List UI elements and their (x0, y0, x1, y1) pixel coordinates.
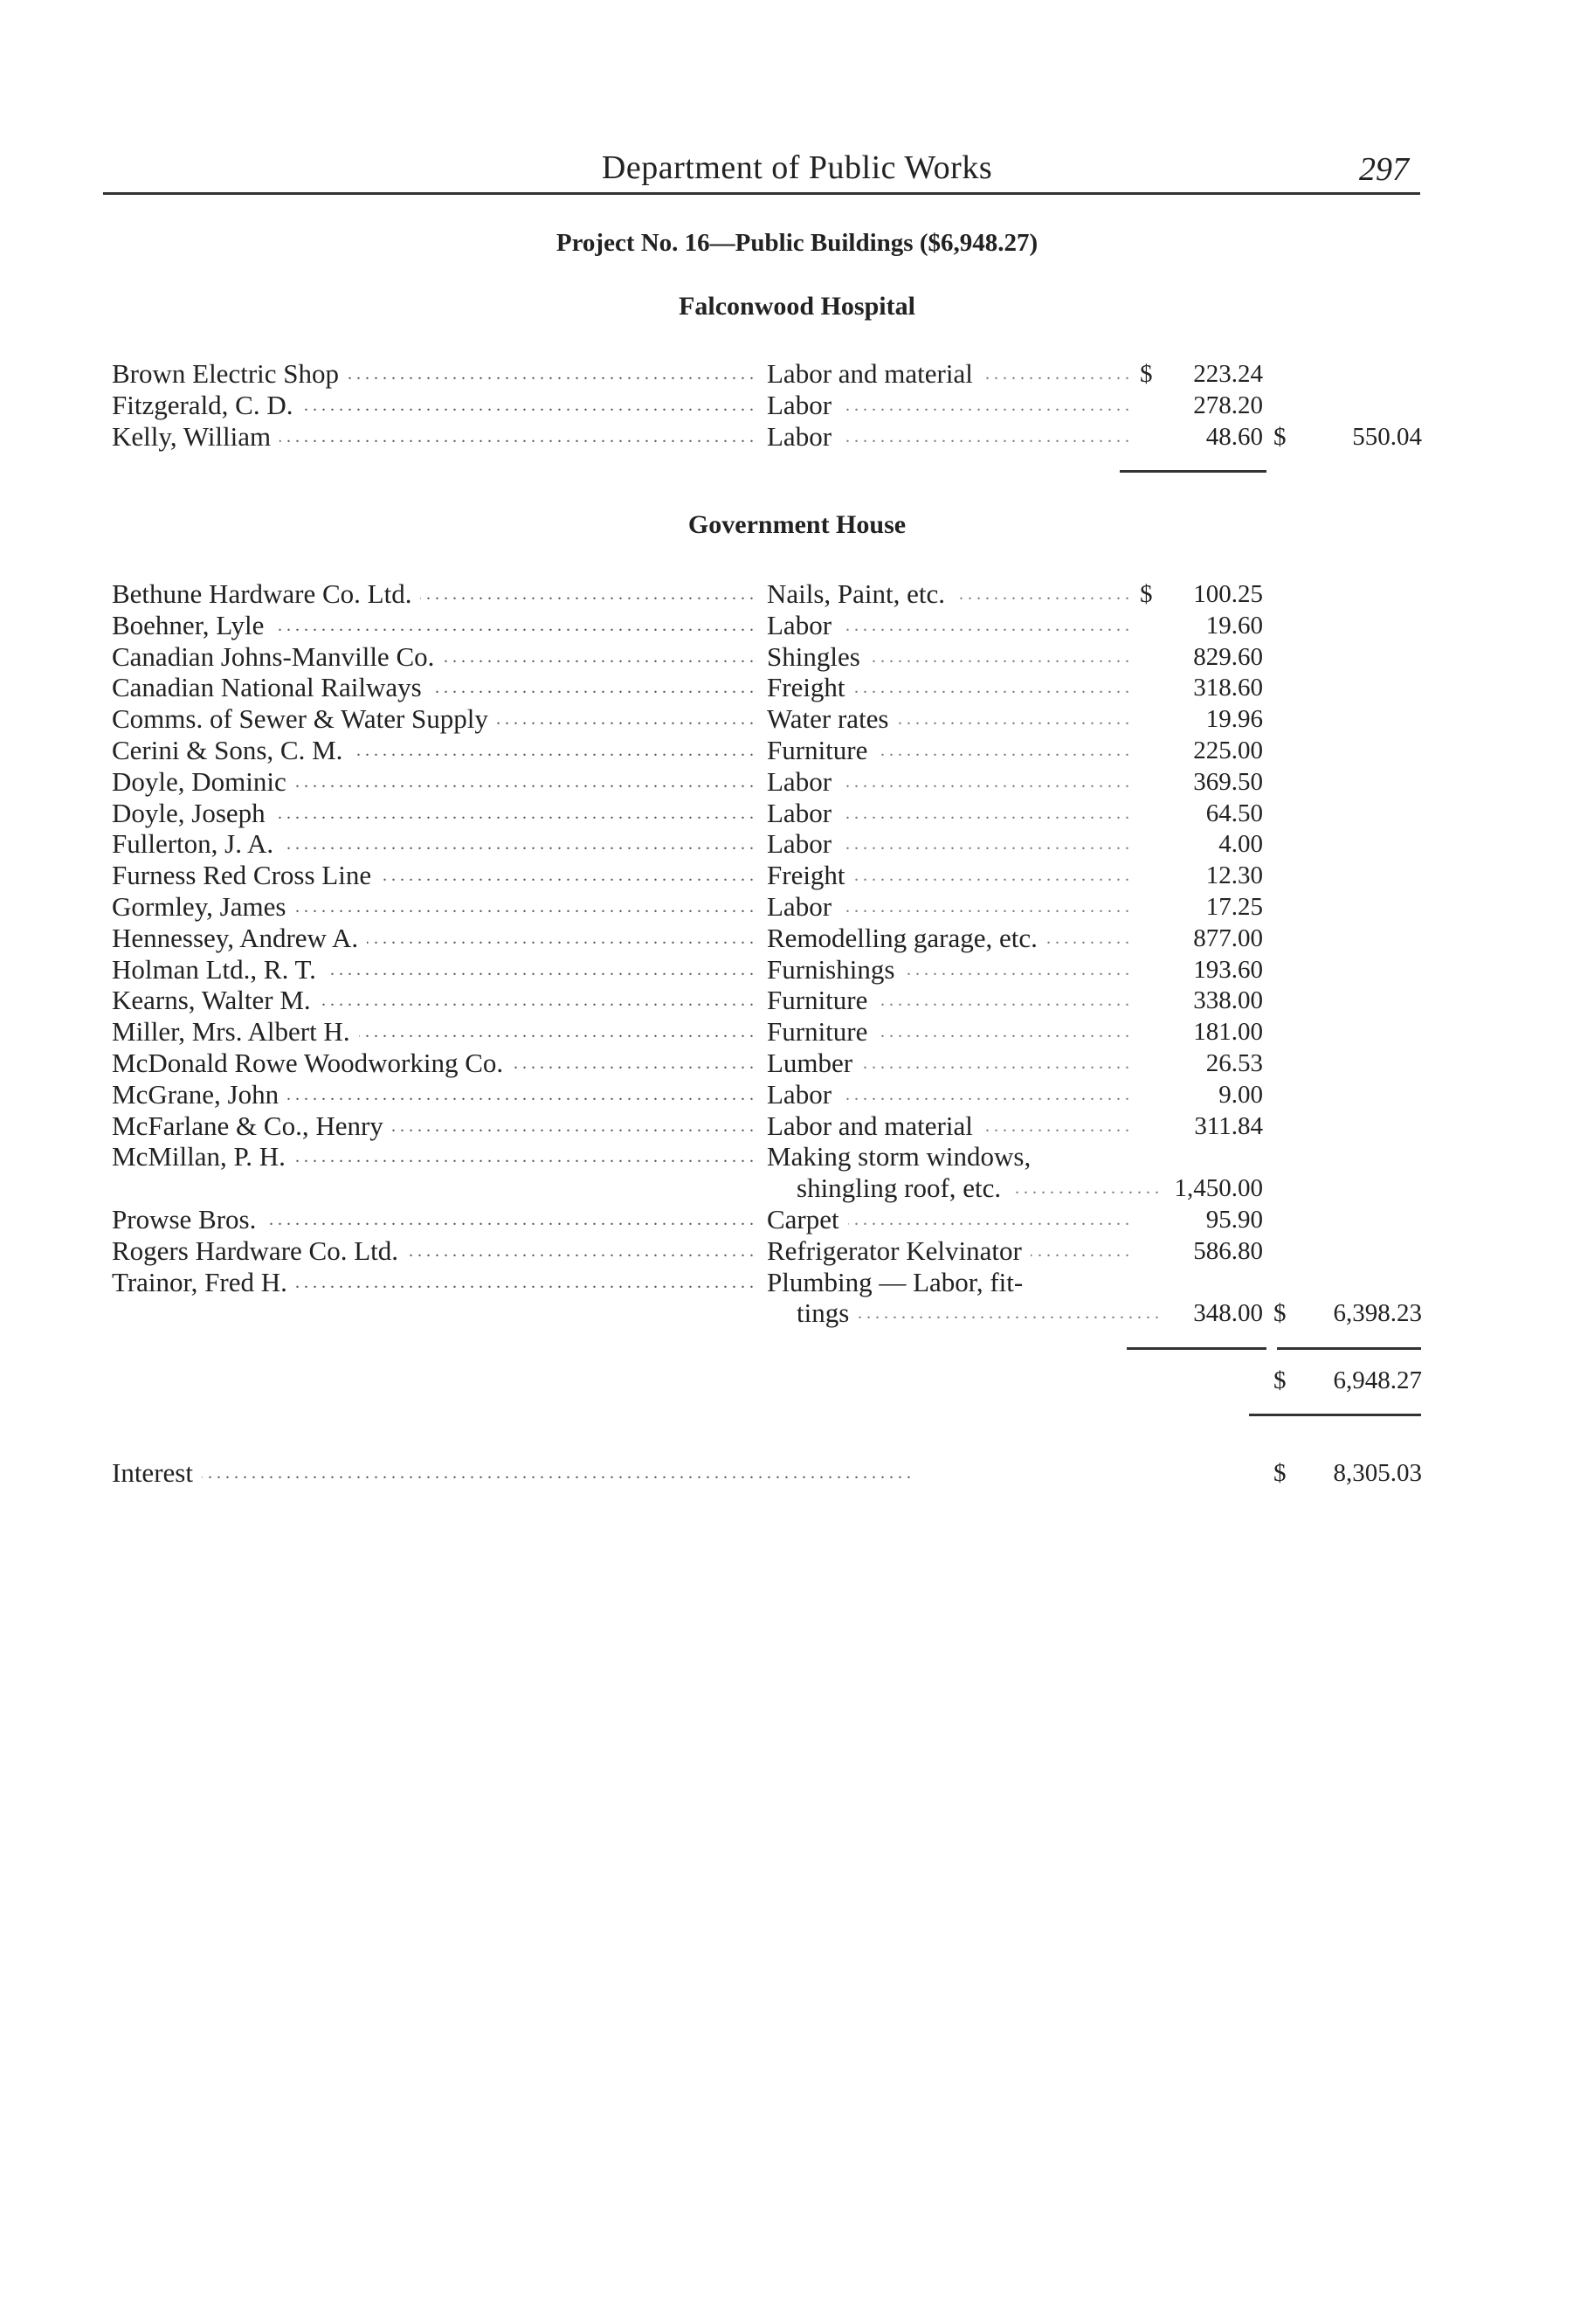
subtotal: 6,398.23 (1333, 1299, 1422, 1328)
table-row (0, 703, 1594, 735)
amount: 278.20 (1193, 391, 1263, 419)
amount: 311.84 (1194, 1111, 1263, 1140)
payee-name: Kelly, William (112, 421, 279, 452)
expense-item: Making storm windows, (767, 1141, 1039, 1172)
amount: 193.60 (1193, 955, 1263, 984)
table-row (0, 610, 1594, 641)
table-row (0, 828, 1594, 860)
payee-name: McMillan, P. H. (112, 1141, 294, 1172)
payee-name: Canadian Johns-Manville Co. (112, 641, 443, 672)
amount: 225.00 (1193, 737, 1263, 764)
project-title: Project No. 16—Public Buildings ($6,948.27) (555, 229, 1039, 257)
grand-total-rule (1249, 1414, 1421, 1416)
table-row (0, 1267, 1594, 1298)
payee-name: Doyle, Joseph (112, 798, 274, 828)
expense-item: Labor (767, 766, 840, 797)
table-row (0, 766, 1594, 798)
falconwood-title: Falconwood Hospital (679, 292, 915, 321)
payee-name: Rogers Hardware Co. Ltd. (112, 1235, 407, 1266)
grand-total-value: 6,948.27 (1333, 1366, 1422, 1394)
amount: 586.80 (1193, 1236, 1263, 1265)
amount: 95.90 (1205, 1206, 1263, 1234)
dollar-sign: $ (1140, 360, 1153, 388)
table-row (0, 891, 1594, 923)
expense-item: Carpet (767, 1204, 848, 1235)
page-number: 297 (1359, 151, 1409, 188)
amount: 4.00 (1218, 830, 1263, 859)
expense-item: Plumbing — Labor, fit- (767, 1267, 1032, 1297)
expense-item: Labor (767, 421, 840, 452)
table-row (0, 1297, 1594, 1329)
table-row (0, 641, 1594, 673)
expense-item: Labor (767, 390, 840, 420)
table-row (0, 1079, 1594, 1110)
amount: 829.60 (1193, 642, 1263, 671)
falconwood-subtotal-rule (1120, 470, 1266, 473)
interest-value: 8,305.03 (1333, 1459, 1422, 1487)
amount: 877.00 (1193, 923, 1263, 952)
grand-total-row (0, 1365, 1594, 1396)
subtotal-dollar-sign: $ (1273, 423, 1287, 451)
expense-item: Furniture (767, 1016, 876, 1047)
payee-name: Kearns, Walter M. (112, 985, 320, 1015)
table-row (0, 390, 1594, 421)
grand-total-dollar: $ (1273, 1366, 1287, 1394)
amount: 19.96 (1205, 705, 1263, 734)
page-title: Department of Public Works (601, 149, 993, 186)
table-row (0, 358, 1594, 390)
payee-name: Trainor, Fred H. (112, 1267, 296, 1297)
payee-name: McFarlane & Co., Henry (112, 1110, 392, 1141)
payee-name: Fitzgerald, C. D. (112, 390, 302, 420)
expense-item: Labor (767, 610, 840, 640)
expense-item: Nails, Paint, etc. (767, 578, 954, 609)
expense-item: Labor (767, 1079, 840, 1110)
payee-name: Miller, Mrs. Albert H. (112, 1016, 359, 1047)
amount: 318.60 (1193, 674, 1263, 702)
expense-item: Freight (767, 860, 854, 890)
payee-name: Furness Red Cross Line (112, 860, 380, 890)
amount: 100.25 (1193, 580, 1263, 608)
table-row (0, 798, 1594, 829)
subtotal-dollar-sign: $ (1273, 1299, 1287, 1328)
table-row (0, 1016, 1594, 1048)
expense-item: Water rates (767, 703, 898, 734)
government-house-title: Government House (687, 510, 907, 539)
expense-item: Labor and material (767, 1110, 982, 1141)
expense-item: Labor (767, 891, 840, 922)
amount: 9.00 (1218, 1080, 1263, 1109)
amount: 26.53 (1205, 1049, 1263, 1077)
payee-name: McDonald Rowe Woodworking Co. (112, 1048, 512, 1078)
payee-name: Cerini & Sons, C. M. (112, 735, 351, 765)
payee-name: Fullerton, J. A. (112, 828, 282, 859)
amount: 48.60 (1205, 423, 1263, 451)
table-row (0, 421, 1594, 453)
interest-label: Interest (112, 1457, 202, 1488)
table-row (0, 1048, 1594, 1079)
expense-item: Refrigerator Kelvinator (767, 1235, 1031, 1266)
amount: 19.60 (1205, 611, 1263, 640)
payee-name: Brown Electric Shop (112, 358, 348, 389)
table-row (0, 985, 1594, 1016)
expense-item: Furnishings (767, 954, 903, 985)
subtotal: 550.04 (1352, 423, 1422, 451)
expense-item: Furniture (767, 735, 876, 765)
payee-name: Gormley, James (112, 891, 294, 922)
table-row (0, 923, 1594, 954)
expense-item: shingling roof, etc. (797, 1172, 1010, 1203)
header-rule (103, 192, 1420, 195)
expense-item: Labor (767, 828, 840, 859)
amount: 64.50 (1205, 799, 1263, 827)
payee-name: Comms. of Sewer & Water Supply (112, 703, 497, 734)
table-row (0, 954, 1594, 986)
payee-name: Bethune Hardware Co. Ltd. (112, 578, 420, 609)
table-row (0, 860, 1594, 891)
table-row (0, 1141, 1594, 1172)
amount: 348.00 (1193, 1299, 1263, 1328)
table-row (0, 1235, 1594, 1267)
table-row (0, 735, 1594, 766)
expense-item: Labor and material (767, 358, 982, 389)
expense-item: tings (797, 1297, 858, 1328)
table-row (0, 1172, 1594, 1204)
payee-name: Holman Ltd., R. T. (112, 954, 325, 985)
payee-name: Doyle, Dominic (112, 766, 295, 797)
expense-item: Freight (767, 672, 854, 702)
table-row (0, 1110, 1594, 1142)
expense-item: Remodelling garage, etc. (767, 923, 1046, 953)
expense-item: Furniture (767, 985, 876, 1015)
interest-row (0, 1457, 1594, 1489)
payee-name: Canadian National Railways (112, 672, 431, 702)
payee-name: McGrane, John (112, 1079, 287, 1110)
payee-name: Hennessey, Andrew A. (112, 923, 367, 953)
amount: 223.24 (1193, 360, 1263, 388)
expense-item: Shingles (767, 641, 869, 672)
table-row (0, 672, 1594, 703)
gh-subtotal-rule-left (1127, 1347, 1266, 1350)
dollar-sign: $ (1140, 580, 1153, 608)
expense-item: Lumber (767, 1048, 861, 1078)
amount: 181.00 (1193, 1018, 1263, 1047)
interest-dollar: $ (1273, 1459, 1287, 1487)
payee-name: Boehner, Lyle (112, 610, 273, 640)
amount: 17.25 (1205, 893, 1263, 921)
amount: 338.00 (1193, 986, 1263, 1015)
expense-item: Labor (767, 798, 840, 828)
amount: 1,450.00 (1174, 1174, 1263, 1203)
table-row (0, 1204, 1594, 1235)
amount: 12.30 (1205, 861, 1263, 890)
payee-name: Prowse Bros. (112, 1204, 265, 1235)
amount: 369.50 (1193, 767, 1263, 796)
gh-subtotal-rule-right (1277, 1347, 1421, 1350)
table-row (0, 578, 1594, 610)
